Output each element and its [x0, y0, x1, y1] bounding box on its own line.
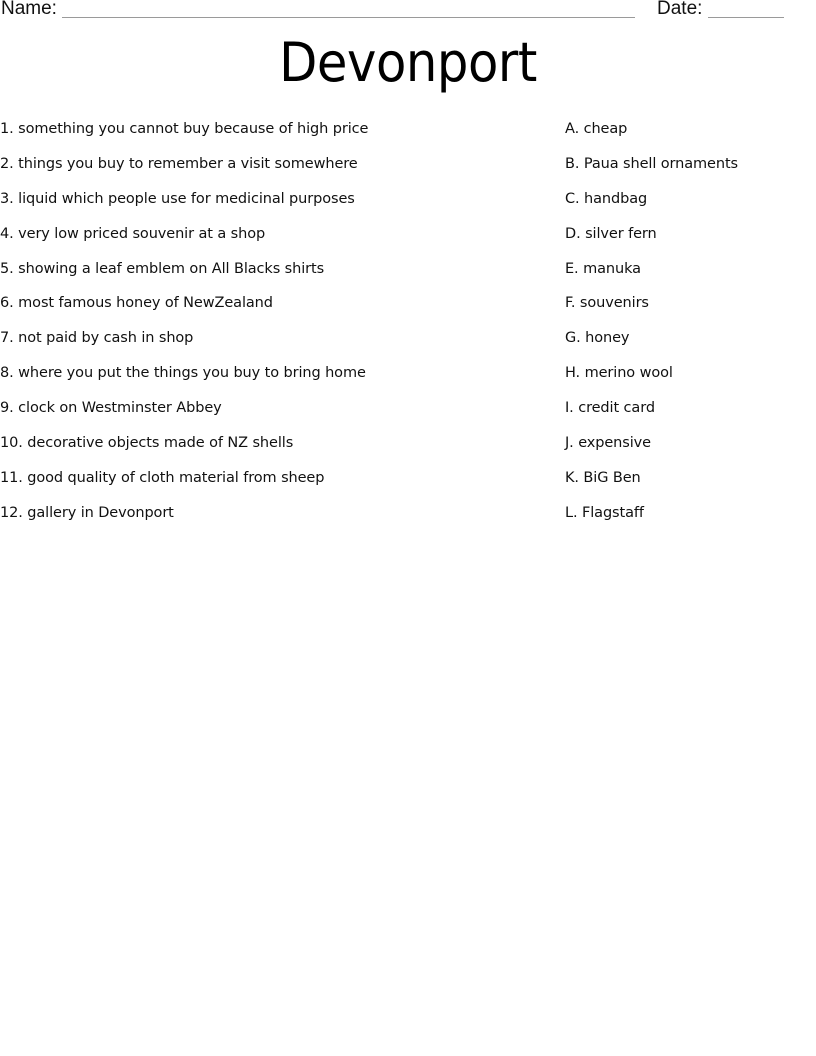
clue-item: 2. things you buy to remember a visit somewhere	[0, 155, 358, 172]
answer-item: F. souvenirs	[565, 295, 649, 312]
date-field-line[interactable]	[708, 17, 784, 18]
worksheet-header	[0, 0, 816, 24]
clue-item: 10. decorative objects made of NZ shells	[0, 435, 294, 452]
date-label: Date:	[657, 0, 703, 19]
answer-item: E. manuka	[565, 260, 641, 277]
answer-item: I. credit card	[565, 400, 655, 417]
clue-item: 9. clock on Westminster Abbey	[0, 400, 222, 417]
clue-item: 7. not paid by cash in shop	[0, 330, 194, 347]
answer-item: L. Flagstaff	[565, 504, 644, 521]
answer-item: J. expensive	[565, 435, 651, 452]
clue-item: 5. showing a leaf emblem on All Blacks shirts	[0, 260, 325, 277]
name-field-line[interactable]	[62, 17, 635, 18]
answer-item: C. handbag	[565, 190, 648, 207]
clue-item: 3. liquid which people use for medicinal purposes	[0, 190, 355, 207]
answer-list	[565, 112, 815, 531]
clue-item: 12. gallery in Devonport	[0, 504, 174, 521]
clue-item: 6. most famous honey of NewZealand	[0, 295, 273, 312]
clue-item: 11. good quality of cloth material from sheep	[0, 469, 325, 486]
answer-item: A. cheap	[565, 121, 628, 137]
name-label: Name:	[1, 0, 57, 19]
answer-item: D. silver fern	[565, 225, 657, 242]
clue-item: 4. very low priced souvenir at a shop	[0, 225, 266, 242]
page-title: Devonport	[279, 31, 537, 94]
answer-item: H. merino wool	[565, 365, 673, 382]
clue-list	[0, 112, 540, 531]
clue-item: 1. something you cannot buy because of high price	[0, 121, 369, 137]
answer-item: G. honey	[565, 330, 630, 347]
answer-item: B. Paua shell ornaments	[565, 155, 738, 172]
clue-item: 8. where you put the things you buy to bring home	[0, 365, 366, 382]
answer-item: K. BiG Ben	[565, 469, 641, 486]
